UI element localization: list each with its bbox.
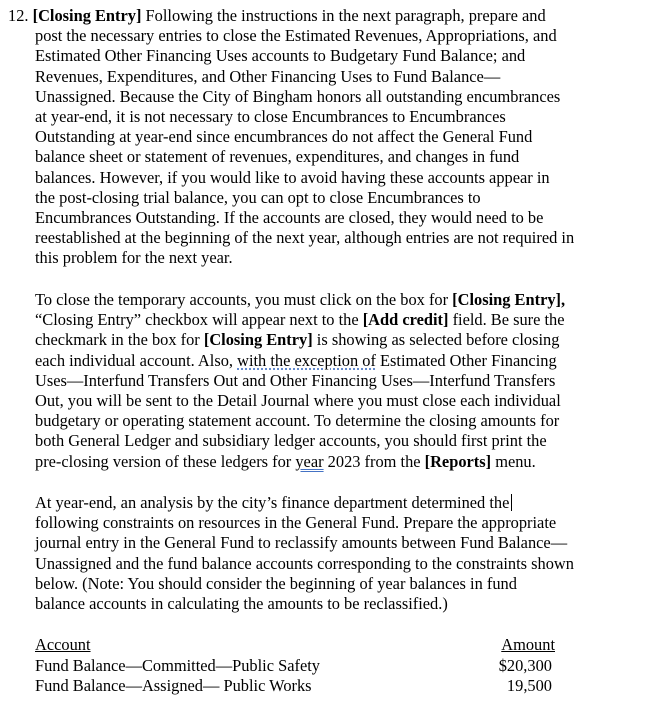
table-row bbox=[35, 676, 555, 697]
text-cursor bbox=[511, 494, 512, 511]
text-run: checkmark in the box for bbox=[35, 330, 204, 350]
paragraph-1-line: at year-end, it is not necessary to close Encumbrances to Encumbrances bbox=[35, 107, 506, 126]
add-credit-ref: [Add credit] bbox=[362, 310, 449, 330]
item-number-line bbox=[8, 6, 546, 26]
paragraph-3-line: following constraints on resources in the General Fund. Prepare the appropriate bbox=[35, 513, 557, 533]
paragraph-2-line bbox=[35, 452, 635, 472]
paragraph-1-line: post the necessary entries to close the Estimated Revenues, Appropriations, and bbox=[35, 26, 557, 46]
text-run: 2023 from the bbox=[323, 451, 425, 471]
paragraph-2-line: budgetary or operating statement account. To determine the closing amounts for bbox=[35, 411, 560, 431]
text-run: is showing as selected before closing bbox=[312, 330, 560, 350]
text-run: “Closing Entry” checkbox will appear next to the bbox=[35, 310, 363, 330]
text-run: At year-end, an analysis by the city’s finance department determined the bbox=[35, 493, 510, 512]
paragraph-2-line bbox=[35, 330, 635, 350]
paragraph-1-line: balances. However, if you would like to avoid having these accounts appear in bbox=[35, 167, 550, 187]
text-run: Estimated Other Financing bbox=[375, 350, 557, 370]
paragraph-3-line: journal entry in the General Fund to reclassify amounts between Fund Balance— bbox=[35, 533, 568, 553]
paragraph-2-line: Uses—Interfund Transfers Out and Other Financing Uses—Interfund Transfers bbox=[35, 370, 556, 390]
paragraph-1-line: balance sheet or statement of revenues, expenditures, and changes in fund bbox=[35, 147, 520, 167]
item-number: 12. bbox=[8, 6, 29, 25]
paragraph-1-line: this problem for the next year. bbox=[35, 248, 233, 268]
row-account: Fund Balance—Assigned— Public Works bbox=[35, 676, 312, 695]
text-run: menu. bbox=[491, 451, 536, 471]
paragraph-2-line: Out, you will be sent to the Detail Journal where you must close each individual bbox=[35, 391, 561, 411]
header-account: Account bbox=[35, 635, 91, 654]
paragraph-3-line: balance accounts in calculating the amounts to be reclassified.) bbox=[35, 594, 448, 614]
closing-entry-ref: [Closing Entry] bbox=[203, 330, 313, 350]
paragraph-1-line: reestablished at the beginning of the next year, although entries are not required in bbox=[35, 228, 575, 248]
paragraph-2-line bbox=[35, 351, 635, 371]
row-amount: 19,500 bbox=[506, 676, 552, 695]
paragraph-2-line: both General Ledger and subsidiary ledger accounts, you should first print the bbox=[35, 431, 547, 451]
paragraph-1-line: Outstanding at year-end since encumbrances do not affect the General Fund bbox=[35, 127, 533, 147]
row-amount: $20,300 bbox=[498, 655, 552, 675]
reports-menu-ref: [Reports] bbox=[424, 451, 492, 471]
closing-entry-heading: [Closing Entry] bbox=[32, 6, 142, 25]
grammar-flag: year bbox=[295, 451, 324, 471]
header-amount: Amount bbox=[501, 635, 555, 654]
paragraph-3 bbox=[35, 493, 635, 614]
paragraph-1-line: Encumbrances Outstanding. If the accounts are closed, they would need to be bbox=[35, 208, 544, 228]
constraints-table bbox=[35, 635, 555, 697]
paragraph-2-line bbox=[35, 310, 635, 330]
closing-entry-ref: [Closing Entry], bbox=[452, 290, 566, 309]
table-header bbox=[35, 635, 555, 656]
paragraph-2-line bbox=[35, 290, 635, 310]
paragraph-1-line: Estimated Other Financing Uses accounts to Budgetary Fund Balance; and bbox=[35, 46, 526, 66]
paragraph-2 bbox=[35, 290, 635, 472]
paragraph-3-line bbox=[35, 493, 635, 513]
paragraph-1-line: Revenues, Expenditures, and Other Financing Uses to Fund Balance— bbox=[35, 66, 501, 86]
text-run: To close the temporary accounts, you must click on the box for bbox=[35, 290, 453, 309]
paragraph-3-line: Unassigned and the fund balance accounts corresponding to the constraints shown bbox=[35, 553, 574, 573]
paragraph-1 bbox=[35, 26, 635, 268]
grammar-flag: with the exception of bbox=[237, 350, 376, 370]
text-run: each individual account. Also, bbox=[35, 350, 238, 370]
table-row bbox=[35, 656, 555, 677]
paragraph-1-line: the post-closing trial balance, you can opt to close Encumbrances to bbox=[35, 187, 481, 207]
paragraph-3-line: below. (Note: You should consider the beginning of year balances in fund bbox=[35, 573, 517, 593]
row-account: Fund Balance—Committed—Public Safety bbox=[35, 655, 320, 675]
paragraph-1-first-line: Following the instructions in the next paragraph, prepare and bbox=[141, 6, 546, 25]
text-run: pre-closing version of these ledgers for bbox=[35, 451, 296, 471]
paragraph-1-line: Unassigned. Because the City of Bingham honors all outstanding encumbrances bbox=[35, 86, 561, 106]
text-run: field. Be sure the bbox=[448, 310, 565, 330]
